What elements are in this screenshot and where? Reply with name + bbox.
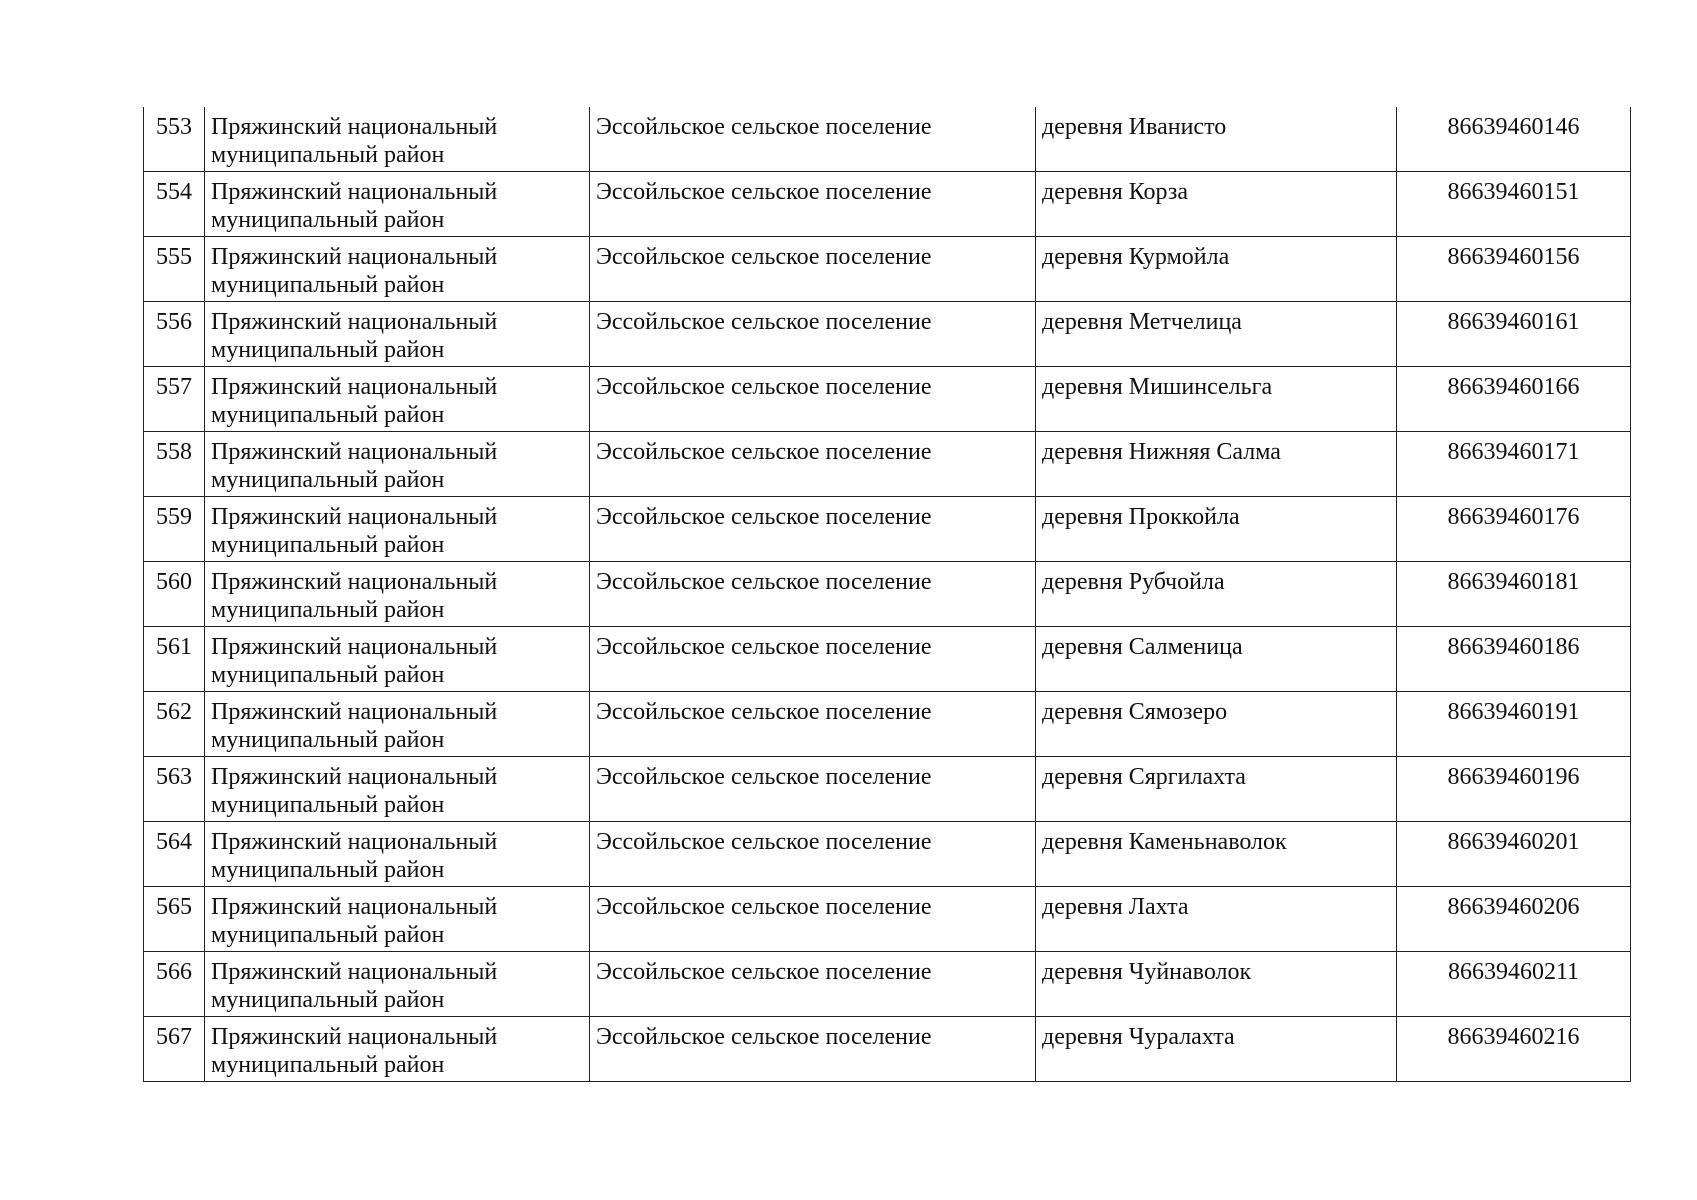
district-cell: [205, 237, 590, 302]
table-row: [144, 107, 1631, 172]
district-line: Пряжинский национальный: [211, 374, 498, 400]
row-number: 559: [144, 497, 205, 562]
row-number: 560: [144, 562, 205, 627]
code-cell: 86639460216: [1397, 1017, 1631, 1082]
district-line: Пряжинский национальный: [211, 569, 498, 595]
settlement-cell: Эссойльское сельское поселение: [590, 107, 1036, 172]
settlement-cell: Эссойльское сельское поселение: [590, 562, 1036, 627]
locality-cell: деревня Сяргилахта: [1036, 757, 1397, 822]
district-line: муниципальный район: [211, 337, 445, 363]
district-cell: [205, 562, 590, 627]
row-number: 563: [144, 757, 205, 822]
settlement-cell: Эссойльское сельское поселение: [590, 237, 1036, 302]
locality-cell: деревня Проккойла: [1036, 497, 1397, 562]
table-row: [144, 432, 1631, 497]
settlement-cell: Эссойльское сельское поселение: [590, 172, 1036, 237]
district-line: Пряжинский национальный: [211, 894, 498, 920]
row-number: 564: [144, 822, 205, 887]
settlement-cell: Эссойльское сельское поселение: [590, 952, 1036, 1017]
code-cell: 86639460211: [1397, 952, 1631, 1017]
table-row: [144, 757, 1631, 822]
district-line: муниципальный район: [211, 662, 445, 688]
code-cell: 86639460166: [1397, 367, 1631, 432]
locality-cell: деревня Лахта: [1036, 887, 1397, 952]
district-cell: [205, 1017, 590, 1082]
district-line: Пряжинский национальный: [211, 764, 498, 790]
locality-cell: деревня Нижняя Салма: [1036, 432, 1397, 497]
code-cell: 86639460201: [1397, 822, 1631, 887]
code-cell: 86639460156: [1397, 237, 1631, 302]
code-cell: 86639460206: [1397, 887, 1631, 952]
district-line: Пряжинский национальный: [211, 309, 498, 335]
district-line: муниципальный район: [211, 597, 445, 623]
district-line: Пряжинский национальный: [211, 699, 498, 725]
table-row: [144, 367, 1631, 432]
locality-cell: деревня Иванисто: [1036, 107, 1397, 172]
settlement-cell: Эссойльское сельское поселение: [590, 1017, 1036, 1082]
locality-cell: деревня Салменица: [1036, 627, 1397, 692]
locality-cell: деревня Чуйнаволок: [1036, 952, 1397, 1017]
district-cell: [205, 757, 590, 822]
table-row: [144, 172, 1631, 237]
settlement-cell: Эссойльское сельское поселение: [590, 822, 1036, 887]
locality-cell: деревня Курмойла: [1036, 237, 1397, 302]
row-number: 555: [144, 237, 205, 302]
district-cell: [205, 822, 590, 887]
district-line: Пряжинский национальный: [211, 504, 498, 530]
row-number: 557: [144, 367, 205, 432]
code-cell: 86639460161: [1397, 302, 1631, 367]
code-cell: 86639460176: [1397, 497, 1631, 562]
table-row: [144, 1017, 1631, 1082]
settlement-cell: Эссойльское сельское поселение: [590, 692, 1036, 757]
district-line: муниципальный район: [211, 727, 445, 753]
code-cell: 86639460181: [1397, 562, 1631, 627]
district-line: Пряжинский национальный: [211, 439, 498, 465]
district-cell: [205, 302, 590, 367]
registry-table: [143, 107, 1631, 1082]
district-cell: [205, 107, 590, 172]
district-line: муниципальный район: [211, 792, 445, 818]
table-row: [144, 562, 1631, 627]
district-line: муниципальный район: [211, 402, 445, 428]
settlement-cell: Эссойльское сельское поселение: [590, 432, 1036, 497]
row-number: 562: [144, 692, 205, 757]
district-cell: [205, 627, 590, 692]
district-cell: [205, 692, 590, 757]
district-line: муниципальный район: [211, 532, 445, 558]
table-row: [144, 627, 1631, 692]
district-cell: [205, 172, 590, 237]
code-cell: 86639460151: [1397, 172, 1631, 237]
code-cell: 86639460186: [1397, 627, 1631, 692]
district-line: Пряжинский национальный: [211, 1024, 498, 1050]
locality-cell: деревня Мишинсельга: [1036, 367, 1397, 432]
row-number: 565: [144, 887, 205, 952]
district-line: муниципальный район: [211, 987, 445, 1013]
table-row: [144, 692, 1631, 757]
district-cell: [205, 952, 590, 1017]
locality-cell: деревня Чуралахта: [1036, 1017, 1397, 1082]
district-cell: [205, 367, 590, 432]
district-line: муниципальный район: [211, 857, 445, 883]
locality-cell: деревня Рубчойла: [1036, 562, 1397, 627]
settlement-cell: Эссойльское сельское поселение: [590, 367, 1036, 432]
locality-cell: деревня Метчелица: [1036, 302, 1397, 367]
settlement-cell: Эссойльское сельское поселение: [590, 497, 1036, 562]
district-line: Пряжинский национальный: [211, 244, 498, 270]
district-line: муниципальный район: [211, 467, 445, 493]
row-number: 561: [144, 627, 205, 692]
row-number: 558: [144, 432, 205, 497]
settlement-cell: Эссойльское сельское поселение: [590, 302, 1036, 367]
code-cell: 86639460171: [1397, 432, 1631, 497]
table-row: [144, 952, 1631, 1017]
district-line: Пряжинский национальный: [211, 114, 498, 140]
registry-table-body: [144, 107, 1631, 1082]
locality-cell: деревня Сямозеро: [1036, 692, 1397, 757]
district-line: Пряжинский национальный: [211, 959, 498, 985]
locality-cell: деревня Корза: [1036, 172, 1397, 237]
row-number: 556: [144, 302, 205, 367]
row-number: 554: [144, 172, 205, 237]
code-cell: 86639460191: [1397, 692, 1631, 757]
settlement-cell: Эссойльское сельское поселение: [590, 627, 1036, 692]
district-line: муниципальный район: [211, 207, 445, 233]
district-line: Пряжинский национальный: [211, 634, 498, 660]
district-cell: [205, 497, 590, 562]
table-row: [144, 497, 1631, 562]
district-line: муниципальный район: [211, 1052, 445, 1078]
table-row: [144, 822, 1631, 887]
district-line: Пряжинский национальный: [211, 179, 498, 205]
settlement-cell: Эссойльское сельское поселение: [590, 887, 1036, 952]
row-number: 566: [144, 952, 205, 1017]
row-number: 553: [144, 107, 205, 172]
district-cell: [205, 887, 590, 952]
code-cell: 86639460196: [1397, 757, 1631, 822]
district-line: Пряжинский национальный: [211, 829, 498, 855]
row-number: 567: [144, 1017, 205, 1082]
table-row: [144, 302, 1631, 367]
locality-cell: деревня Каменьнаволок: [1036, 822, 1397, 887]
district-cell: [205, 432, 590, 497]
code-cell: 86639460146: [1397, 107, 1631, 172]
district-line: муниципальный район: [211, 272, 445, 298]
table-row: [144, 887, 1631, 952]
district-line: муниципальный район: [211, 142, 445, 168]
settlement-cell: Эссойльское сельское поселение: [590, 757, 1036, 822]
district-line: муниципальный район: [211, 922, 445, 948]
table-row: [144, 237, 1631, 302]
